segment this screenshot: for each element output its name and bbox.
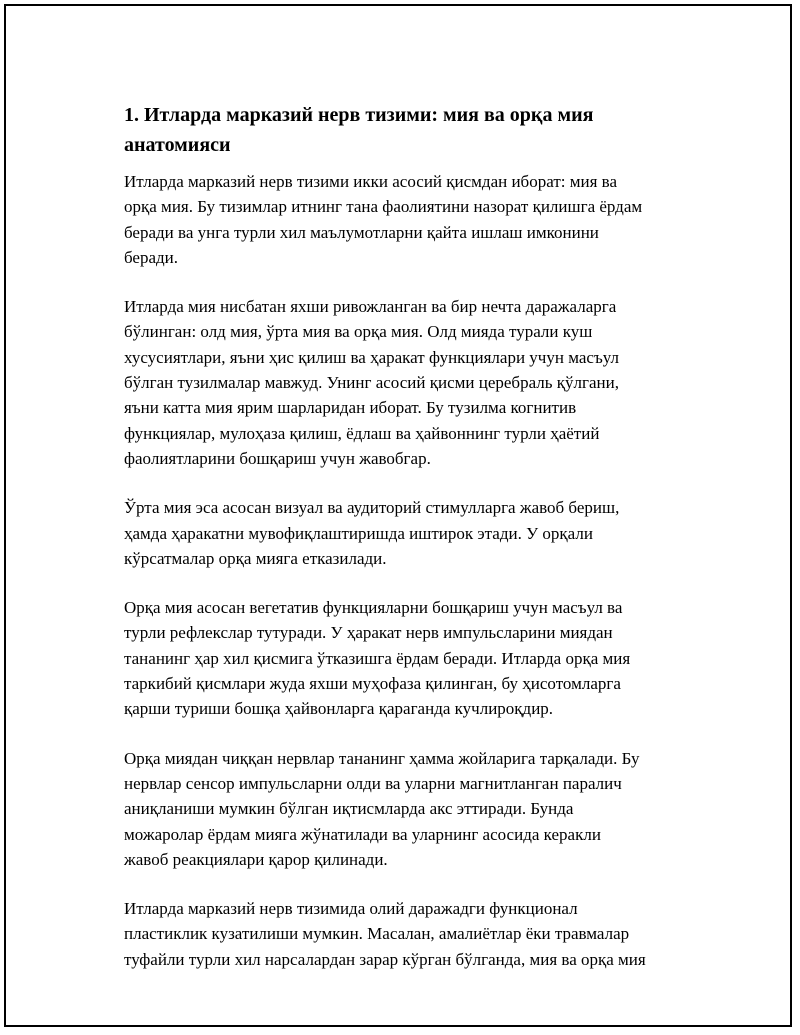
paragraph-1: [124, 169, 699, 270]
text-line: Ўрта мия эса асосан визуал ва аудиторий стимулларга жавоб бериш,: [124, 498, 620, 518]
text-line: ҳамда ҳаракатни мувофиқлаштиришда иштирок этади. У орқали: [124, 523, 593, 543]
paragraph-5: [124, 746, 699, 872]
heading-line: анатомияси: [124, 134, 231, 156]
text-line: фаолиятларини бошқариш учун жавобгар.: [124, 448, 431, 468]
heading-line: 1. Итларда марказий нерв тизими: мия ва орқа мия: [124, 104, 594, 126]
text-line: можаролар ёрдам мияга жўнатилади ва уларнинг асосида керакли: [124, 824, 601, 844]
text-line: тананинг ҳар хил қисмига ўтказишга ёрдам беради. Итларда орқа мия: [124, 648, 631, 668]
text-line: яъни катта мия ярим шарларидан иборат. Бу тузилма когнитив: [124, 398, 577, 418]
text-line: беради.: [124, 247, 179, 267]
text-line: қарши туриши бошқа ҳайвонларга қараганда кучлироқдир.: [124, 699, 554, 719]
document-body: [124, 100, 699, 996]
text-line: жавоб реакциялари қарор қилинади.: [124, 849, 388, 869]
page-border: [4, 4, 792, 1027]
text-line: Итларда мия нисбатан яхши ривожланган ва бир нечта даражаларга: [124, 297, 617, 317]
text-line: бўлган тузилмалар мавжуд. Унинг асосий қисми церебраль қўлгани,: [124, 373, 619, 393]
text-line: орқа мия. Бу тизимлар итнинг тана фаолиятини назорат қилишга ёрдам: [124, 197, 643, 217]
text-line: нервлар сенсор импульсларни олди ва уларни магнитланган паралич: [124, 773, 622, 793]
text-line: таркибий қисмлари жуда яхши муҳофаза қилинган, бу ҳисотомларга: [124, 674, 621, 694]
paragraph-2: [124, 294, 699, 471]
text-line: Орқа мия асосан вегетатив функцияларни бошқариш учун масъул ва: [124, 598, 623, 618]
section-heading: [124, 100, 699, 160]
paragraph-3: [124, 495, 699, 571]
text-line: функциялар, мулоҳаза қилиш, ёдлаш ва ҳайвоннинг турли ҳаётий: [124, 423, 600, 443]
text-line: беради ва унга турли хил маълумотларни қайта ишлаш имконини: [124, 222, 599, 242]
text-line: Орқа миядан чиққан нервлар тананинг ҳамма жойларига тарқалади. Бу: [124, 748, 640, 768]
paragraph-6: [124, 896, 699, 972]
text-line: пластиклик кузатилиши мумкин. Масалан, амалиётлар ёки травмалар: [124, 924, 630, 944]
paragraph-4: [124, 595, 699, 721]
text-line: бўлинган: олд мия, ўрта мия ва орқа мия. Олд мияда турали куш: [124, 322, 593, 342]
text-line: Итларда марказий нерв тизимида олий даражадги функционал: [124, 899, 578, 919]
text-line: Итларда марказий нерв тизими икки асосий қисмдан иборат: мия ва: [124, 172, 617, 191]
text-line: турли рефлекслар тутуради. У ҳаракат нерв импульсларини миядан: [124, 623, 613, 643]
text-line: аниқланиши мумкин бўлган иқтисмларда акс эттиради. Бунда: [124, 799, 574, 819]
text-line: хусусиятлари, яъни ҳис қилиш ва ҳаракат функциялари учун масъул: [124, 347, 619, 367]
text-line: кўрсатмалар орқа мияга етказилади.: [124, 548, 387, 568]
text-line: туфайли турли хил нарсалардан зарар кўрган бўлганда, мия ва орқа мия: [124, 949, 646, 969]
